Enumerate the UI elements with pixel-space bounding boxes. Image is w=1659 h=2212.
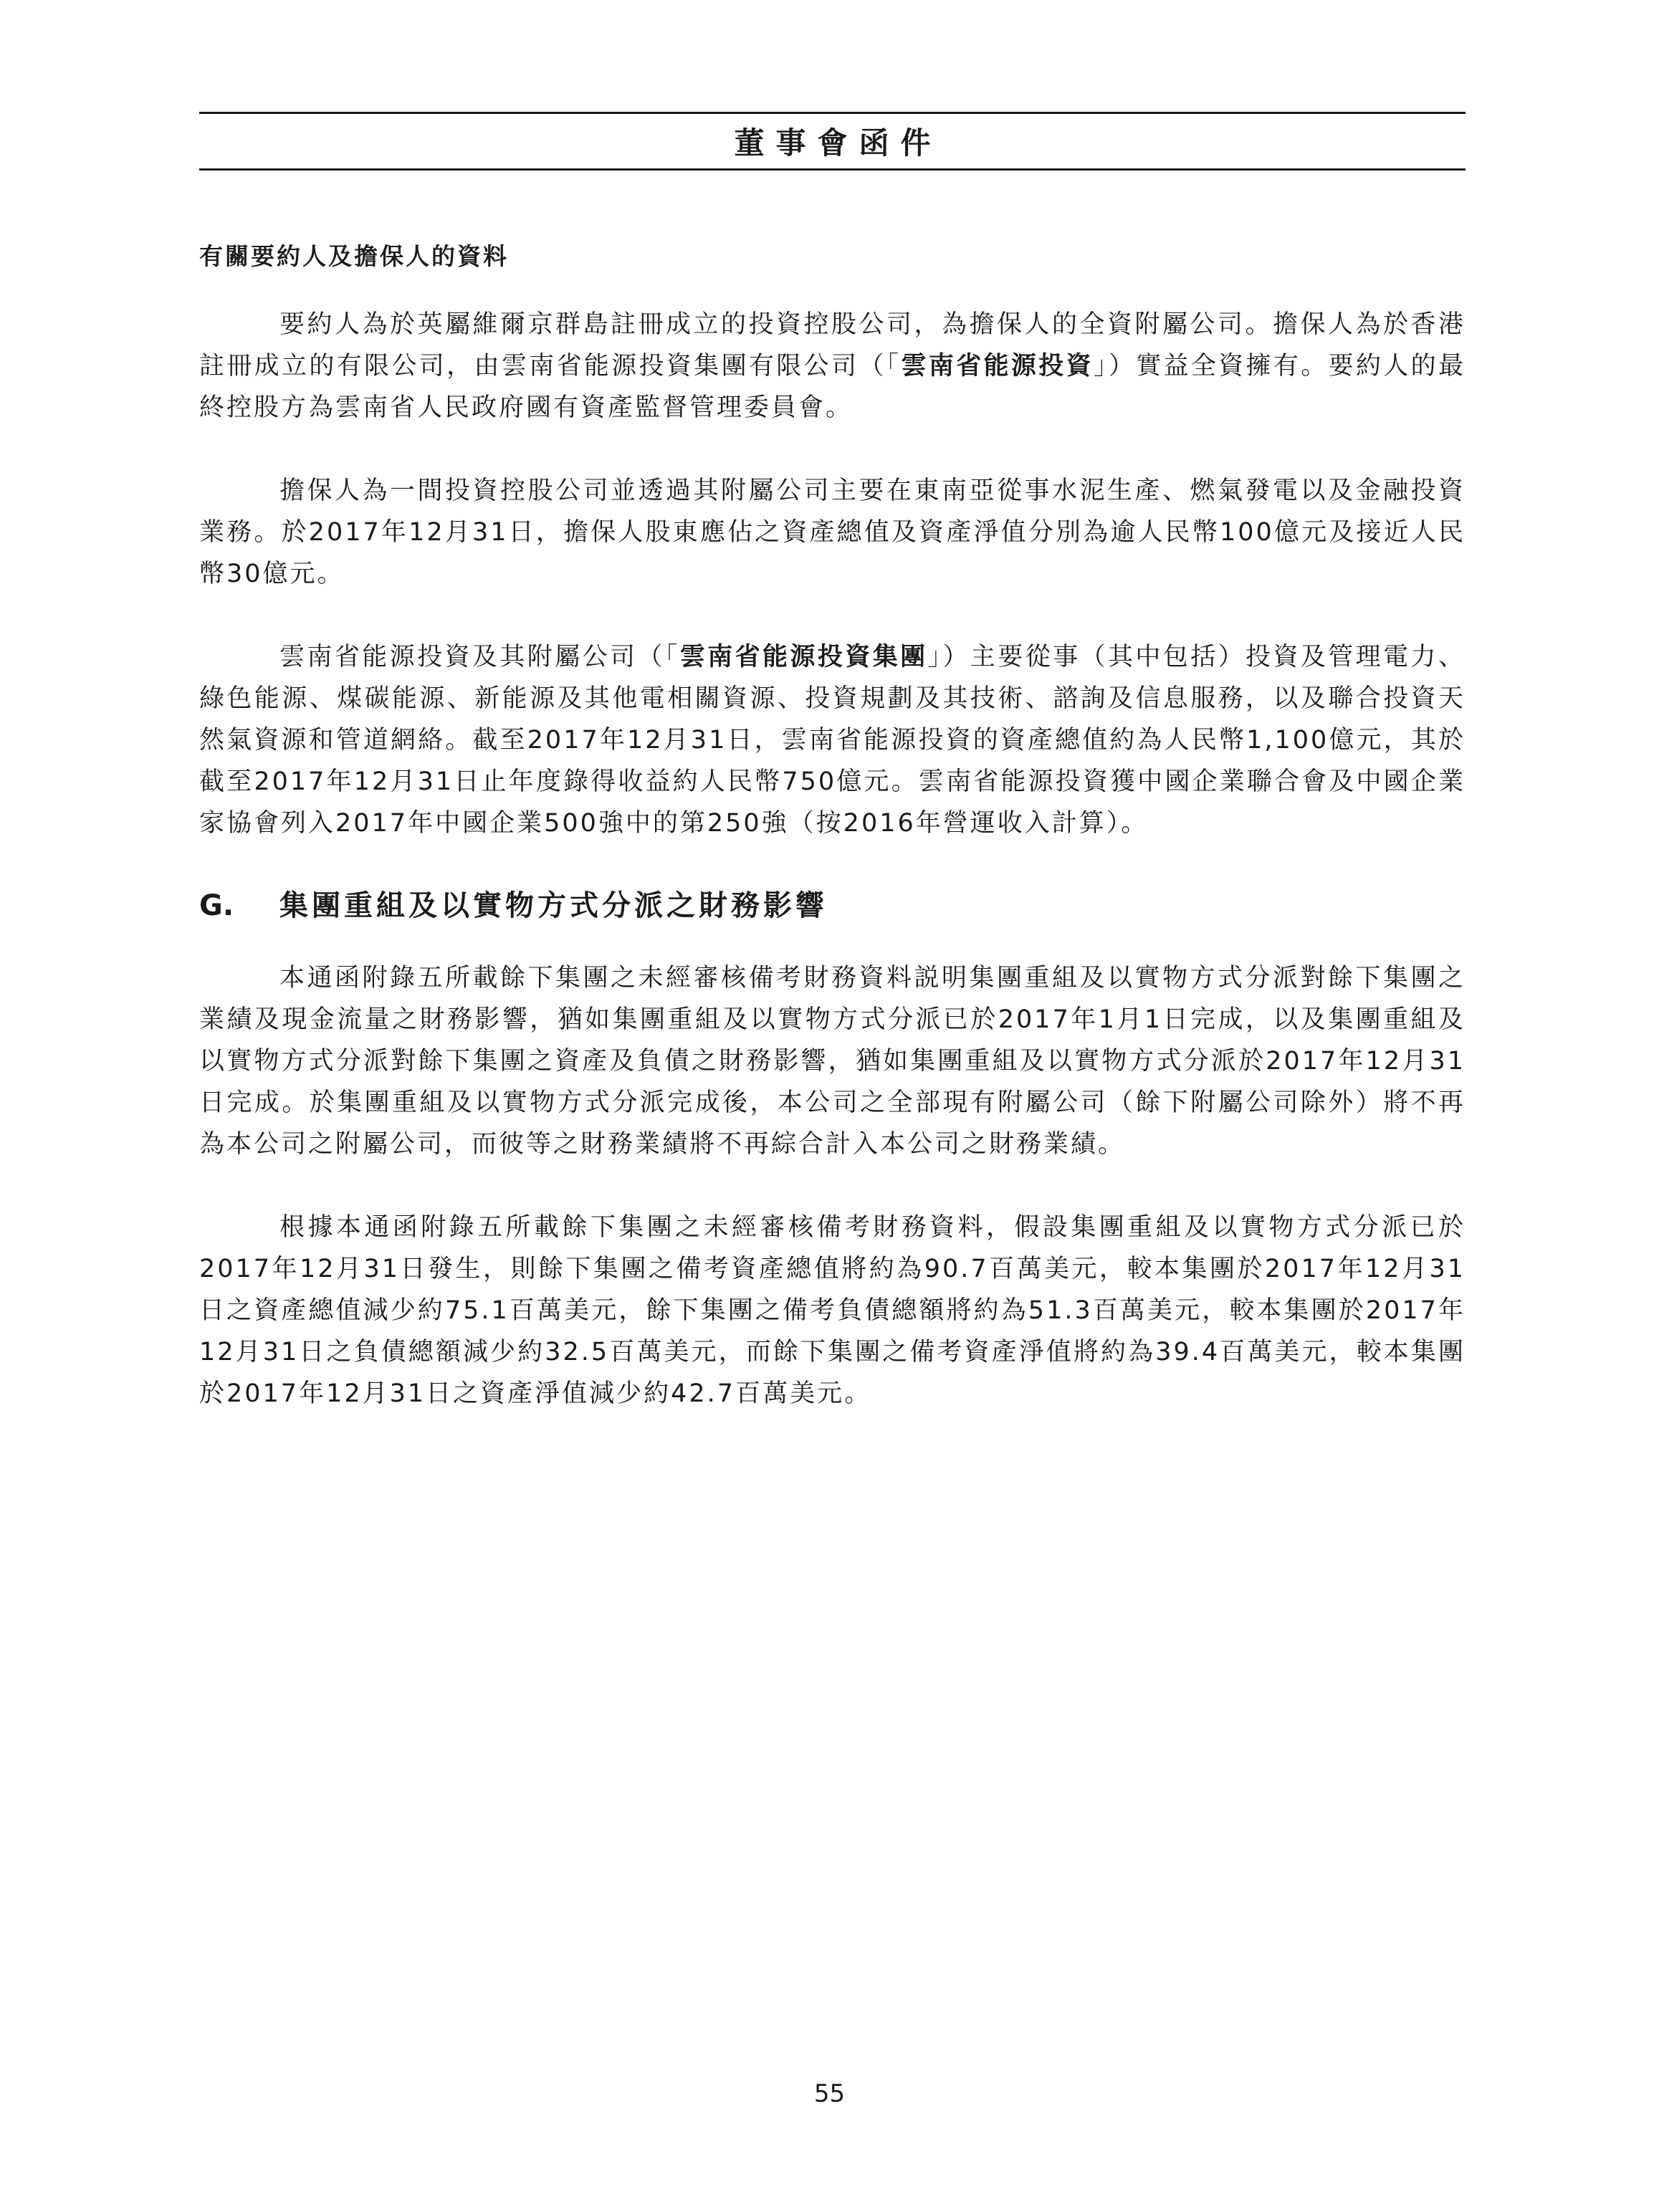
offeror-info-heading: 有關要約人及擔保人的資料	[199, 242, 509, 270]
paragraph-text: 」）主要從事（其中包括）投資及管理電力、綠色能源、煤碳能源、新能源及其他電相關資源、投資規劃及其技術、諮詢及信息服務，以及聯合投資天然氣資源和管道網絡。截至2017年12月31日，雲南省能源投資的資產總值約為人民幣1,100億元，其於截至2017年12月31日止年度錄得收益約人民幣750億元。雲南省能源投資獲中國企業聯合會及中國企業家協會列入2017年中國企業500強中的第250強（按2016年營運收入計算）。	[199, 643, 1466, 838]
section-g-paragraph-2: 根據本通函附錄五所載餘下集團之未經審核備考財務資料，假設集團重組及以實物方式分派已於2017年12月31日發生，則餘下集團之備考資產總值將約為90.7百萬美元，較本集團於2017年12月31日之資產總值減少約75.1百萬美元，餘下集團之備考負債總額將約為51.3百萬美元，較本集團於2017年12月31日之負債總額減少約32.5百萬美元，而餘下集團之備考資產淨值將約為39.4百萬美元，較本集團於2017年12月31日之資產淨值減少約42.7百萬美元。	[199, 1213, 1466, 1408]
offeror-info-paragraph-1	[199, 304, 1466, 428]
defined-term: 雲南省能源投資	[901, 352, 1094, 380]
paragraph-text: 」）實益全資擁有。要約人的最終控股方為雲南省人民政府國有資產監督管理委員會。	[199, 352, 1466, 422]
section-letter: G.	[199, 889, 234, 922]
section-g-paragraph-1: 本通函附錄五所載餘下集團之未經審核備考財務資料説明集團重組及以實物方式分派對餘下集團之業績及現金流量之財務影響，猶如集團重組及以實物方式分派已於2017年1月1日完成，以及集團重組及以實物方式分派對餘下集團之資產及負債之財務影響，猶如集團重組及以實物方式分派於2017年12月31日完成。於集團重組及以實物方式分派完成後，本公司之全部現有附屬公司（餘下附屬公司除外）將不再為本公司之附屬公司，而彼等之財務業績將不再綜合計入本公司之財務業績。	[199, 964, 1466, 1159]
header-title: 董事會函件	[734, 125, 942, 161]
offeror-info-paragraph-2: 擔保人為一間投資控股公司並透過其附屬公司主要在東南亞從事水泥生產、燃氣發電以及金融投資業務。於2017年12月31日，擔保人股東應佔之資產總值及資產淨值分別為逾人民幣100億元及接近人民幣30億元。	[199, 477, 1466, 588]
paragraph-text: 雲南省能源投資及其附屬公司（「	[279, 643, 680, 671]
page-content	[199, 241, 1466, 1456]
page-header	[199, 112, 1466, 171]
offeror-info-paragraph-3	[199, 636, 1466, 844]
paragraph-text: 要約人為於英屬維爾京群島註冊成立的投資控股公司，為擔保人的全資附屬公司。擔保人為於香港註冊成立的有限公司，由雲南省能源投資集團有限公司（「	[199, 310, 1466, 380]
defined-term: 雲南省能源投資集團	[679, 643, 928, 671]
section-g-heading	[199, 886, 1466, 926]
page-number: 55	[813, 2079, 846, 2108]
section-title: 集團重組及以實物方式分派之財務影響	[279, 889, 828, 922]
